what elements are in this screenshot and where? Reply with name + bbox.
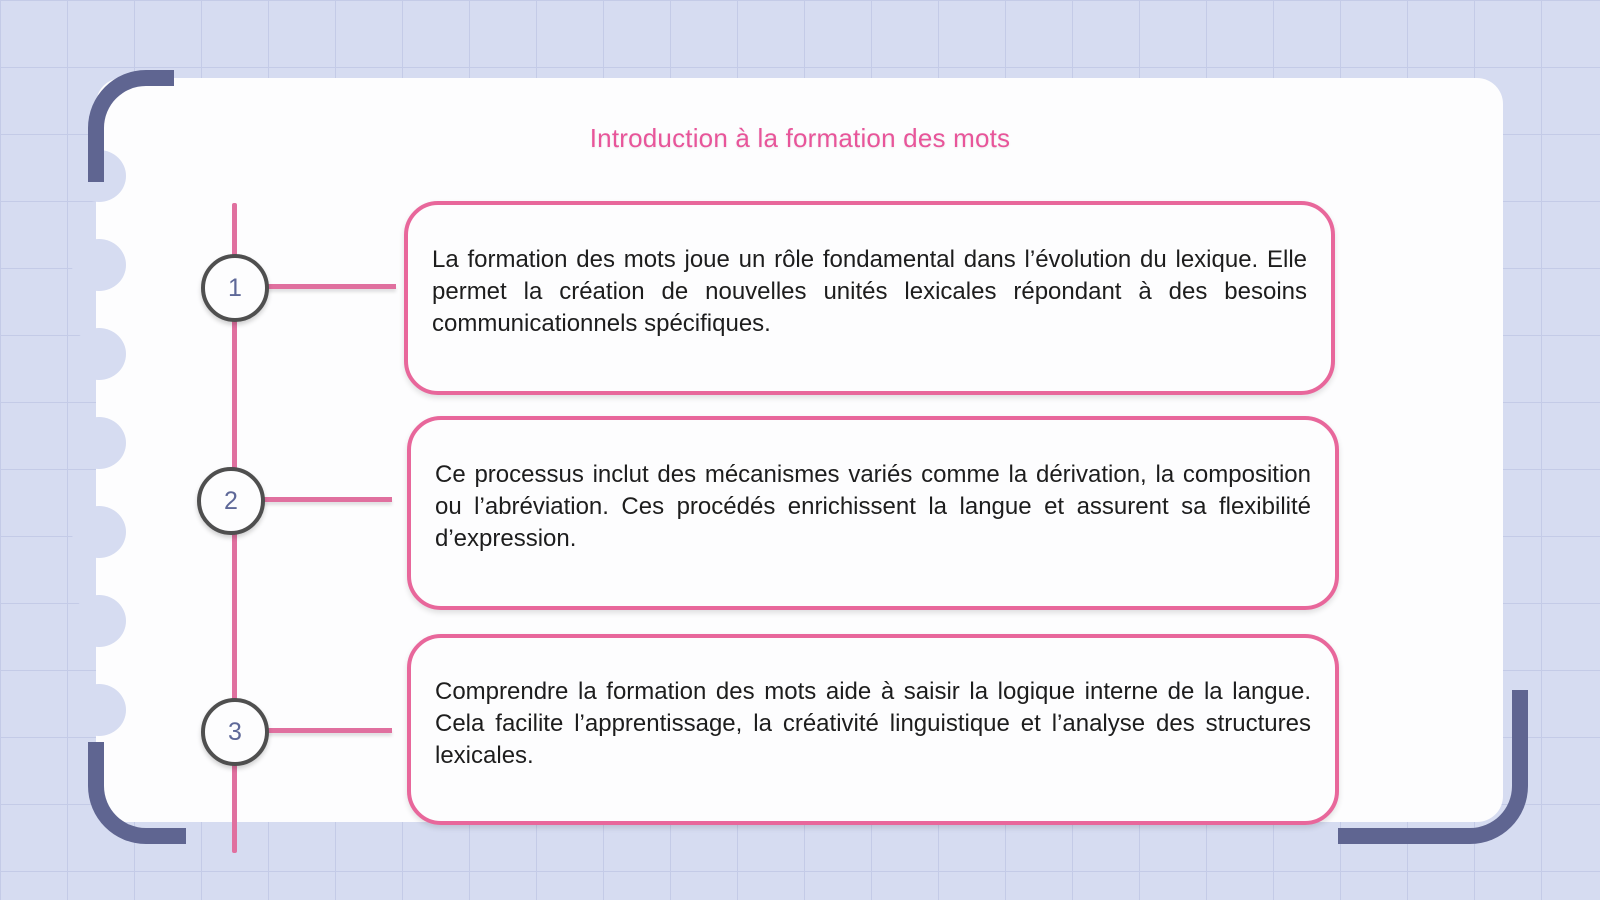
corner-bracket-bottom-left [88,742,186,844]
slide-title: Introduction à la formation des mots [589,123,1011,153]
step-card-text: La formation des mots joue un rôle fondamental dans l’évolution du lexique. Elle permet la création de nouvelles unités lexicales répondant à des besoins communicationnels spécifiques. [432,246,1307,337]
paper-scallop [72,595,126,647]
step-card [407,416,1339,610]
step-number-badge: 1 [201,254,269,322]
step-connector [262,497,392,502]
paper-scallop [72,417,126,469]
step-number-badge: 3 [201,698,269,766]
step-connector [266,728,392,733]
step-card [407,634,1339,825]
paper-scallop [72,506,126,558]
step-card [404,201,1335,395]
step-card-text: Ce processus inclut des mécanismes variés comme la dérivation, la composition ou l’abréviation. Ces procédés enrichissent la langue et assurent sa flexibilité d’expression. [435,461,1311,552]
step-card-text: Comprendre la formation des mots aide à saisir la logique interne de la langue. Cela facilite l’apprentissage, la créativité linguistique et l’analyse des structures lexicales. [435,677,1311,769]
paper-scallop [72,328,126,380]
step-number-badge: 2 [197,467,265,535]
paper-scallop [72,684,126,736]
step-connector [266,284,396,289]
corner-bracket-bottom-right [1338,690,1528,844]
paper-scallop [72,239,126,291]
